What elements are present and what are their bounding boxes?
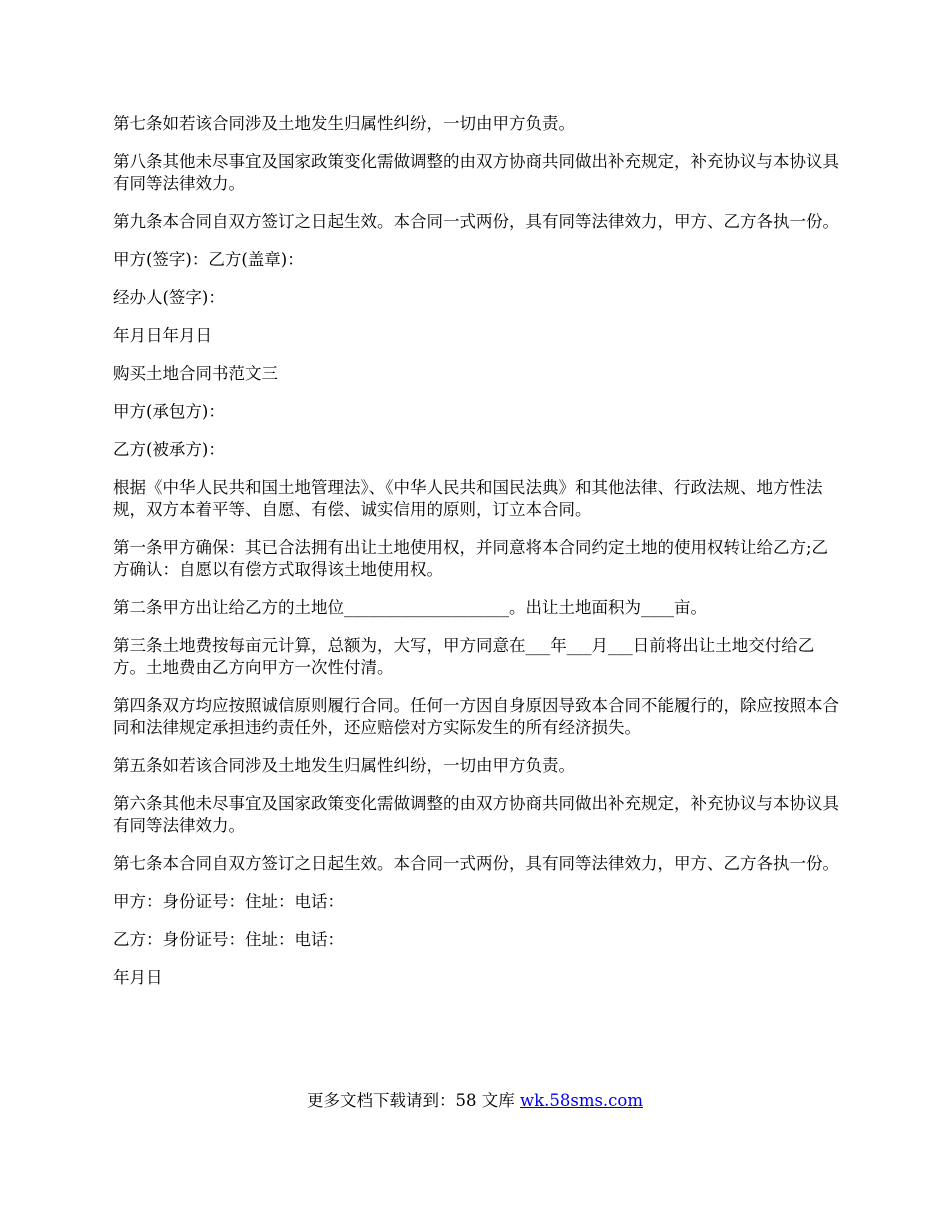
clause-2: 第二条甲方出让给乙方的土地位____________________。出让土地面积为____亩。	[113, 598, 707, 617]
clause-7: 第七条本合同自双方签订之日起生效。本合同一式两份，具有同等法律效力，甲方、乙方各执一份。	[113, 854, 839, 873]
party-b-line: 乙方(被承方)：	[113, 440, 225, 459]
clause-8-supplement: 第八条其他未尽事宜及国家政策变化需做调整的由双方协商共同做出补充规定，补充协议与本协议具有同等法律效力。	[113, 152, 839, 193]
footer-link[interactable]: wk.58sms.com	[519, 1091, 643, 1110]
clause-5: 第五条如若该合同涉及土地发生归属性纠纷，一切由甲方负责。	[113, 756, 575, 775]
clause-9-effective: 第九条本合同自双方签订之日起生效。本合同一式两份，具有同等法律效力，甲方、乙方各执一份。	[113, 212, 839, 231]
party-a-info-line: 甲方：身份证号：住址：电话：	[113, 892, 344, 911]
date-line: 年月日年月日	[113, 326, 212, 345]
preamble: 根据《中华人民共和国土地管理法》、《中华人民共和国民法典》和其他法律、行政法规、地方性法规，双方本着平等、自愿、有偿、诚实信用的原则，订立本合同。	[113, 478, 823, 519]
page-footer	[0, 1090, 950, 1112]
clause-4: 第四条双方均应按照诚信原则履行合同。任何一方因自身原因导致本合同不能履行的，除应按照本合同和法律规定承担违约责任外，还应赔偿对方实际发生的所有经济损失。	[113, 696, 839, 737]
party-a-line: 甲方(承包方)：	[113, 402, 225, 421]
clause-6: 第六条其他未尽事宜及国家政策变化需做调整的由双方协商共同做出补充规定，补充协议与本协议具有同等法律效力。	[113, 794, 839, 835]
final-date-line: 年月日	[113, 968, 163, 987]
footer-text: 更多文档下载请到：58 文库	[306, 1091, 520, 1110]
section-heading: 购买土地合同书范文三	[113, 364, 278, 383]
clause-7-dispute: 第七条如若该合同涉及土地发生归属性纠纷，一切由甲方负责。	[113, 114, 575, 133]
signature-party-line: 甲方(签字)：乙方(盖章)：	[113, 250, 304, 269]
clause-1: 第一条甲方确保：其已合法拥有出让土地使用权，并同意将本合同约定土地的使用权转让给乙方;乙方确认：自愿以有偿方式取得该土地使用权。	[113, 538, 829, 579]
document-body	[113, 113, 843, 1005]
agent-signature-line: 经办人(签字)：	[113, 288, 225, 307]
clause-3: 第三条土地费按每亩元计算，总额为，大写，甲方同意在___年___月___日前将出让土地交付给乙方。土地费由乙方向甲方一次性付清。	[113, 636, 815, 677]
party-b-info-line: 乙方：身份证号：住址：电话：	[113, 930, 344, 949]
